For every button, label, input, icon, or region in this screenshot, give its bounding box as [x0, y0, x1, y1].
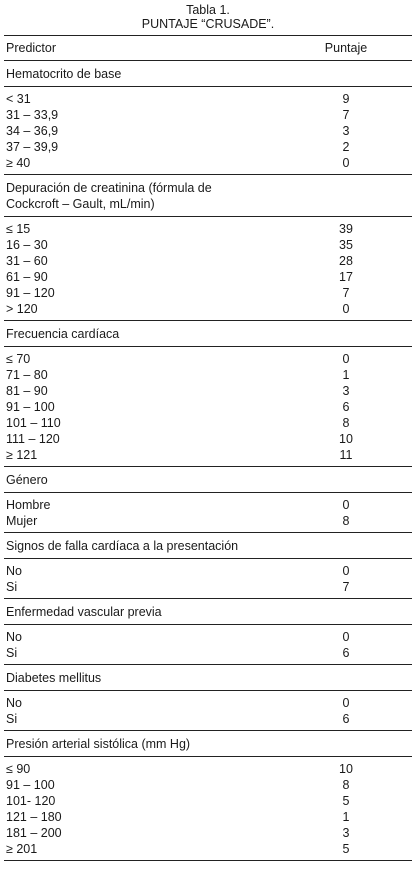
group-title-line: Enfermedad vascular previa	[6, 605, 162, 619]
table-row	[4, 777, 412, 793]
score-value: 3	[342, 826, 350, 840]
table-row	[4, 351, 412, 367]
group-title	[4, 61, 412, 87]
predictor-value: 111 – 120	[6, 432, 60, 446]
predictor-value: Si	[6, 712, 18, 726]
predictor-value: 34 – 36,9	[6, 124, 59, 138]
predictor-value: 16 – 30	[6, 238, 48, 252]
group-title	[4, 731, 412, 757]
table-row	[4, 367, 412, 383]
predictor-value: 31 – 33,9	[6, 108, 59, 122]
score-value: 8	[342, 416, 350, 430]
table-row	[4, 139, 412, 155]
score-value: 7	[342, 580, 350, 594]
score-value: 0	[342, 696, 350, 710]
table-row	[4, 123, 412, 139]
group-header-row	[4, 321, 412, 347]
predictor-value: 71 – 80	[6, 368, 48, 382]
table-row	[4, 563, 412, 579]
score-value: 8	[342, 778, 350, 792]
table-row	[4, 579, 412, 595]
score-value: 5	[342, 794, 350, 808]
table-row	[4, 809, 412, 825]
predictor-value: Mujer	[6, 514, 38, 528]
table-row	[4, 695, 412, 711]
score-value: 0	[342, 564, 350, 578]
predictor-value: 91 – 100	[6, 778, 55, 792]
predictor-value: 101 – 110	[6, 416, 61, 430]
score-value: 2	[342, 140, 350, 154]
predictor-value: No	[6, 564, 22, 578]
group-header-row	[4, 731, 412, 757]
divider-cell	[4, 857, 412, 861]
score-value: 5	[342, 842, 350, 856]
group-title-line: Signos de falla cardíaca a la presentación	[6, 539, 239, 553]
table-title: PUNTAJE “CRUSADE”.	[141, 17, 275, 31]
predictor-value: Si	[6, 580, 18, 594]
table-number: Tabla 1.	[186, 3, 230, 17]
score-value: 3	[342, 384, 350, 398]
score-value: 39	[339, 222, 353, 236]
predictor-value: ≤ 70	[6, 352, 31, 366]
table-row	[4, 629, 412, 645]
group-title	[4, 533, 412, 559]
table-row	[4, 107, 412, 123]
score-value: 0	[342, 302, 350, 316]
group-header-row	[4, 175, 412, 217]
predictor-value: 181 – 200	[6, 826, 62, 840]
predictor-value: 121 – 180	[6, 810, 62, 824]
score-value: 11	[339, 448, 353, 462]
table-row	[4, 155, 412, 171]
group-title	[4, 175, 412, 217]
predictor-value: 37 – 39,9	[6, 140, 59, 154]
table-caption	[4, 0, 412, 31]
group-title	[4, 467, 412, 493]
score-value: 3	[342, 124, 350, 138]
table-row	[4, 447, 412, 463]
table-row	[4, 711, 412, 727]
predictor-value: > 120	[6, 302, 38, 316]
table-row	[4, 645, 412, 661]
table-row	[4, 221, 412, 237]
predictor-value: Si	[6, 646, 18, 660]
group-title-line: Hematocrito de base	[6, 67, 122, 81]
score-value: 10	[339, 432, 353, 446]
table-row	[4, 253, 412, 269]
group-title-line: Presión arterial sistólica (mm Hg)	[6, 737, 191, 751]
table-row	[4, 825, 412, 841]
group-title	[4, 665, 412, 691]
predictor-value: 91 – 120	[6, 286, 55, 300]
predictor-value: Hombre	[6, 498, 51, 512]
score-value: 1	[342, 810, 350, 824]
predictor-value: No	[6, 696, 22, 710]
group-title-line: Género	[6, 473, 48, 487]
predictor-value: 81 – 90	[6, 384, 48, 398]
score-value: 9	[342, 92, 350, 106]
group-title	[4, 599, 412, 625]
score-value: 0	[342, 352, 350, 366]
score-value: 17	[339, 270, 353, 284]
score-value: 8	[342, 514, 350, 528]
group-header-row	[4, 467, 412, 493]
table-row	[4, 91, 412, 107]
table-row	[4, 497, 412, 513]
score-value: 28	[339, 254, 353, 268]
score-value: 35	[339, 238, 353, 252]
score-value: 7	[342, 108, 350, 122]
group-header-row	[4, 599, 412, 625]
section-divider	[4, 857, 412, 861]
predictor-value: ≥ 121	[6, 448, 38, 462]
table-row	[4, 269, 412, 285]
score-value: 10	[339, 762, 353, 776]
group-title-line: Depuración de creatinina (fórmula de	[6, 181, 212, 195]
score-value: 6	[342, 400, 350, 414]
header-score: Puntaje	[306, 36, 412, 61]
score-value: 7	[342, 286, 350, 300]
predictor-value: < 31	[6, 92, 31, 106]
group-title	[4, 321, 412, 347]
table-row	[4, 431, 412, 447]
predictor-value: ≤ 15	[6, 222, 31, 236]
score-value: 0	[342, 156, 350, 170]
predictor-value: ≥ 201	[6, 842, 38, 856]
table-header-row	[4, 36, 412, 61]
table-row	[4, 237, 412, 253]
group-header-row	[4, 61, 412, 87]
table-row	[4, 399, 412, 415]
predictor-value: ≤ 90	[6, 762, 31, 776]
group-header-row	[4, 533, 412, 559]
score-value: 1	[342, 368, 350, 382]
score-value: 0	[342, 630, 350, 644]
crusade-score-table	[4, 35, 412, 861]
predictor-value: No	[6, 630, 22, 644]
group-title-line: Cockcroft – Gault, mL/min)	[6, 197, 155, 211]
table-row	[4, 841, 412, 857]
score-value: 6	[342, 712, 350, 726]
predictor-value: 91 – 100	[6, 400, 55, 414]
table-row	[4, 761, 412, 777]
table-row	[4, 383, 412, 399]
predictor-value: 101- 120	[6, 794, 56, 808]
group-title-line: Frecuencia cardíaca	[6, 327, 120, 341]
table-row	[4, 793, 412, 809]
predictor-value: 31 – 60	[6, 254, 48, 268]
predictor-value: ≥ 40	[6, 156, 31, 170]
header-predictor: Predictor	[4, 36, 306, 61]
score-value: 0	[342, 498, 350, 512]
table-row	[4, 513, 412, 529]
table-row	[4, 415, 412, 431]
table-row	[4, 285, 412, 301]
table-row	[4, 301, 412, 317]
group-header-row	[4, 665, 412, 691]
predictor-value: 61 – 90	[6, 270, 48, 284]
group-title-line: Diabetes mellitus	[6, 671, 102, 685]
score-value: 6	[342, 646, 350, 660]
